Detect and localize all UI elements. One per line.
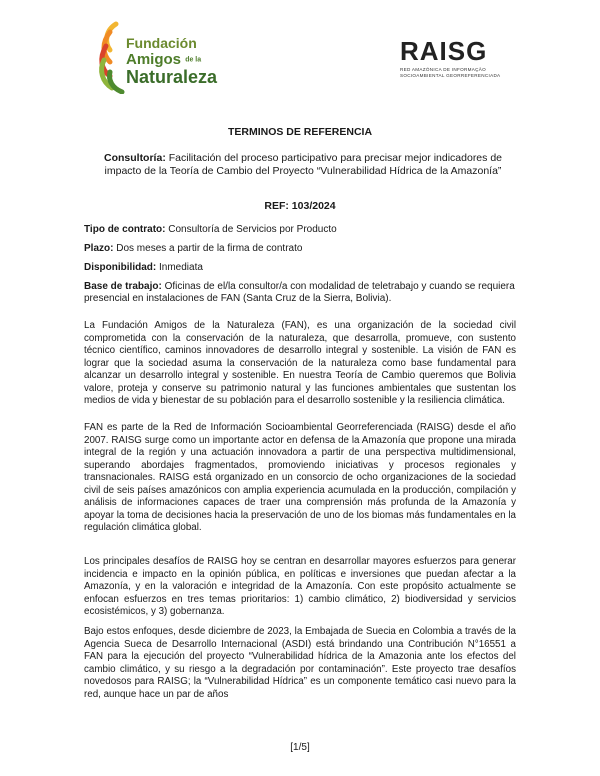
field-base-trabajo — [84, 281, 516, 305]
raisg-subtitle-line1: RED AMAZÓNICA DE INFORMAÇÃO — [400, 67, 486, 72]
field-label: Plazo: — [84, 243, 114, 254]
field-label: Disponibilidad: — [84, 262, 157, 273]
fan-leaf-icon — [96, 20, 130, 94]
reference-number: REF: 103/2024 — [264, 200, 336, 212]
field-label: Tipo de contrato: — [84, 224, 166, 235]
raisg-logo-name: RAISG — [400, 36, 488, 66]
fan-logo-text — [126, 36, 217, 86]
field-value: Oficinas de el/la consultor/a con modalidad de teletrabajo y cuando se requiera presencial en instalaciones de FAN (Santa Cruz de la Sierra, Bolivia). — [84, 281, 515, 304]
paragraph-enfoques: Bajo estos enfoques, desde diciembre de 2023, la Embajada de Suecia en Colombia a través de la Agencia Sueca de Desarrollo Internacional (ASDI) está brindando una Contribución N°16551 a FAN para la ejecución del proyecto “Vulnerabilidad hídrica de la Amazonia ante los efectos del cambio climático, y su riesgo a la degradación por contaminación”. Este proyecto trae desafíos novedosos para RAISG; la “Vulnerabilidad Hídrica” es un componente temático casi nuevo para la red, aunque hace un par de años — [84, 626, 516, 700]
paragraph-fan: La Fundación Amigos de la Naturaleza (FAN), es una organización de la sociedad civil comprometida con la conservación de la naturaleza, que desarrolla, promueve, con sustento técnico científico, caminos innovadores de desarrollo integral y sostenible. La visión de FAN es lograr que la sociedad asuma la conservación de la naturaleza como base fundamental para alcanzar un desarrollo integral y sostenible. En nuestra Teoría de Cambio queremos que Bolivia valore, proteja y conserve su patrimonio natural y las funciones ambientales que sustentan los medios de vida y bienestar de su población para el desarrollo sostenible y la resiliencia climática. — [84, 320, 516, 406]
consultoria-text: Facilitación del proceso participativo para precisar mejor indicadores de impacto de la Teoría de Cambio del Proyecto “Vulnerabilidad Hídrica de la Amazonía” — [104, 152, 502, 177]
consultoria-block — [88, 152, 518, 178]
fan-logo-line2 — [126, 52, 217, 67]
paragraph-raisg: FAN es parte de la Red de Información Socioambiental Georreferenciada (RAISG) desde el año 2007. RAISG surge como un importante actor en defensa de la Amazonía que propone una mirada integral de la región y una actuación innovadora a partir de una perspectiva multidimensional, superando abordajes fragmentados, promoviendo iniciativas y procesos regionales y transnacionales. RAISG está organizado en un consorcio de ocho organizaciones de la sociedad civil de seis países amazónicos con amplia experiencia acumulada en la producción, compilación y análisis de informaciones capaces de traer una comprensión más profunda de la Amazonía y apoyar la toma de decisiones hacia la preservación de uno de los biomas más fundamentales en la regulación climática global. — [84, 422, 516, 533]
field-value: Inmediata — [159, 262, 203, 273]
document-title: TERMINOS DE REFERENCIA — [227, 126, 373, 138]
consultoria-label: Consultoría: — [103, 152, 166, 164]
fan-logo-line3: Naturaleza — [126, 67, 218, 87]
field-tipo-contrato — [84, 224, 516, 236]
field-value: Consultoría de Servicios por Producto — [168, 224, 337, 235]
raisg-logo — [400, 38, 518, 86]
fan-logo — [96, 20, 246, 98]
field-value: Dos meses a partir de la firma de contrato — [116, 243, 303, 254]
fan-logo-amigos: Amigos — [126, 51, 182, 68]
field-disponibilidad — [84, 262, 516, 274]
field-label: Base de trabajo: — [84, 281, 162, 292]
fan-logo-line1: Fundación — [126, 35, 197, 51]
raisg-logo-subtitle — [400, 67, 518, 79]
raisg-subtitle-line2: SOCIOAMBIENTAL GEORREFERENCIADA — [400, 73, 501, 78]
fan-logo-dela: de la — [185, 56, 202, 64]
page-number: [1/5] — [290, 742, 310, 753]
field-plazo — [84, 243, 516, 255]
paragraph-desafios: Los principales desafíos de RAISG hoy se centran en desarrollar mayores esfuerzos para generar incidencia e impacto en la opinión pública, en políticas e inversiones que puedan afectar a la Amazonía, y en la valoración e integridad de la Amazonía. Con este propósito actualmente se enfocan esfuerzos en tres temas prioritarios: 1) cambio climático, 2) biodiversidad y servicios ecosistémicos, y 3) gobernanza. — [84, 556, 516, 617]
